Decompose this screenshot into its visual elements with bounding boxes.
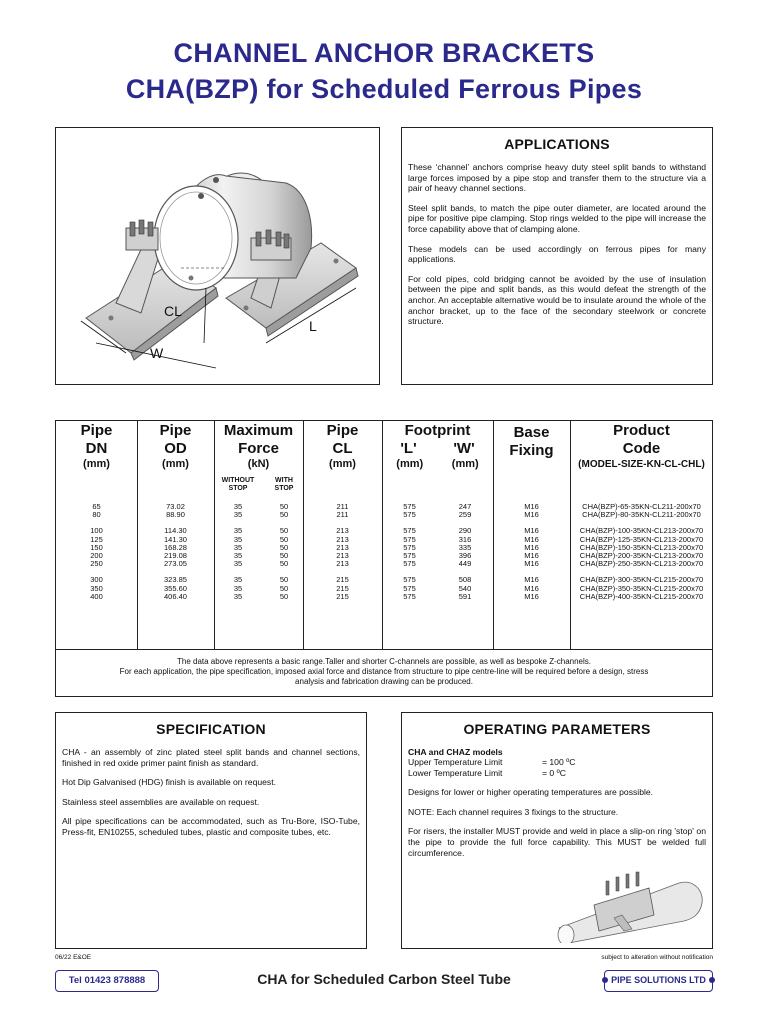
table-cell-with: 50 <box>279 583 289 593</box>
table-cell-od: 406.40 <box>164 591 187 601</box>
product-table <box>55 420 713 697</box>
upper-temp-value: = 100 ºC <box>542 757 576 767</box>
header-text: Pipe <box>326 422 359 439</box>
table-cell-cl: 213 <box>336 542 349 552</box>
table-cell-without: 35 <box>233 551 243 560</box>
fixings-note: NOTE: Each channel requires 3 fixings to the structure. <box>408 806 619 817</box>
header-text: Footprint <box>404 422 471 439</box>
header-text: OD <box>164 440 187 457</box>
table-cell-fix: M16 <box>524 526 539 536</box>
specification-paragraph: CHA - an assembly of zinc plated steel split bands and channel sections, finished in red oxide primer paint finish as standard. <box>62 747 360 768</box>
table-cell-dn: 125 <box>90 534 103 544</box>
applications-paragraph: For cold pipes, cold bridging cannot be avoided by the use of insulation between the pipe and split bands, as this would defeat the strength of the anchor. An acceptable alternative would be to insulate around the whole of the anchor bracket, up to the face of the secondary steelwork or concrete structure. <box>408 273 706 327</box>
applications-paragraph: These ‘channel’ anchors comprise heavy duty steel split bands to withstand large forces imposed by a pipe stop and transfer them to the structure via a pair of heavy channel sections. <box>408 162 706 194</box>
header-unit: (MODEL-SIZE-KN-CL-CHL) <box>578 459 705 470</box>
header-text: DN <box>85 440 108 457</box>
table-cell-cl: 211 <box>336 510 349 520</box>
table-cell-l: 575 <box>403 534 416 544</box>
logo-dot-icon <box>602 977 608 983</box>
lower-temp-value: = 0 ºC <box>542 767 566 778</box>
table-cell-od: 355.60 <box>164 583 187 593</box>
table-note <box>56 657 712 687</box>
table-cell-fix: M16 <box>524 551 539 560</box>
table-cell-w: 449 <box>458 559 472 569</box>
table-cell-with: 50 <box>279 559 289 569</box>
note-line: The data above represents a basic range.Taller and shorter C-channels are possible, as well as bespoke Z-channels. <box>176 657 591 666</box>
dimension-label-cl: CL <box>164 303 182 319</box>
table-cell-code: CHA(BZP)-150-35KN-CL213-200x70 <box>579 542 704 552</box>
table-cell-fix: M16 <box>524 542 539 552</box>
table-cell-l: 575 <box>403 583 416 593</box>
page-subtitle: CHA(BZP) for Scheduled Ferrous Pipes <box>125 74 643 104</box>
table-cell-od: 88.90 <box>166 510 185 520</box>
table-cell-l: 575 <box>403 591 416 601</box>
header-text: Force <box>238 440 279 457</box>
header-text: 'L' <box>400 440 417 457</box>
table-cell-cl: 213 <box>336 551 349 560</box>
table-cell-od: 273.05 <box>164 559 187 569</box>
table-cell-cl: 215 <box>336 583 349 593</box>
specification-heading: SPECIFICATION <box>156 721 266 737</box>
header-text: CL <box>332 440 353 457</box>
header-unit: (mm) <box>451 458 479 470</box>
table-cell-without: 35 <box>233 542 243 552</box>
designs-note: Designs for lower or higher operating temperatures are possible. <box>408 787 654 798</box>
table-cell-l: 575 <box>403 575 416 585</box>
table-cell-code: CHA(BZP)-125-35KN-CL213-200x70 <box>579 534 704 544</box>
table-cell-od: 114.30 <box>164 526 187 536</box>
table-cell-dn: 150 <box>90 542 103 552</box>
upper-temp-row <box>408 757 706 768</box>
operating-heading: OPERATING PARAMETERS <box>463 721 651 737</box>
without-stop-label <box>218 477 258 493</box>
table-cell-l: 575 <box>403 502 416 511</box>
column-header-max-force <box>214 421 303 471</box>
header-text: Maximum <box>223 422 294 439</box>
table-cell-w: 290 <box>458 526 472 536</box>
table-cell-dn: 350 <box>90 583 103 593</box>
table-cell-od: 168.28 <box>164 542 187 552</box>
table-cell-without: 35 <box>233 591 243 601</box>
table-cell-w: 508 <box>458 575 472 585</box>
table-cell-dn: 100 <box>90 526 103 536</box>
table-cell-w: 316 <box>458 534 472 544</box>
footer-date: 06/22 E&OE <box>55 954 92 961</box>
stop-label-text: STOP <box>274 485 294 492</box>
table-cell-code: CHA(BZP)-200-35KN-CL213-200x70 <box>579 551 704 560</box>
table-cell-with: 50 <box>279 534 289 544</box>
specification-paragraph: All pipe specifications can be accommodated, such as Tru-Bore, ISO-Tube, Press-fit, EN10255, scheduled tubes, plastic and composite tubes, etc. <box>62 816 360 837</box>
table-cell-w: 540 <box>458 583 472 593</box>
specification-paragraph: Hot Dip Galvanised (HDG) finish is available on request. <box>62 777 276 788</box>
table-cell-w: 259 <box>458 510 472 520</box>
models-label: CHA and CHAZ models <box>408 747 503 757</box>
table-cell-dn: 300 <box>90 575 103 585</box>
operating-parameters-panel <box>401 712 713 949</box>
table-cell-l: 575 <box>403 551 416 560</box>
table-cell-with: 50 <box>279 502 289 511</box>
table-cell-code: CHA(BZP)-65-35KN-CL211-200x70 <box>582 502 701 511</box>
table-cell-without: 35 <box>233 526 243 536</box>
stop-label-text: WITH <box>275 477 293 484</box>
logo-dot-icon <box>709 977 715 983</box>
table-cell-od: 323.85 <box>164 575 187 585</box>
header-text: Base <box>513 424 550 441</box>
table-cell-fix: M16 <box>524 591 539 601</box>
table-cell-dn: 400 <box>90 591 103 601</box>
table-cell-cl: 213 <box>336 534 349 544</box>
stop-label-text: WITHOUT <box>221 477 255 484</box>
table-cell-w: 335 <box>458 542 472 552</box>
table-cell-dn: 200 <box>90 551 103 560</box>
note-line: analysis and fabrication drawing can be produced. <box>295 677 473 686</box>
footer-disclaimer: subject to alteration without notification <box>601 954 713 961</box>
table-cell-od: 219.08 <box>164 551 187 560</box>
with-stop-label <box>264 477 304 493</box>
note-line: For each application, the pipe specification, imposed axial force and distance from structure to pipe centre-line will be required before a design, stress <box>119 667 649 676</box>
table-cell-with: 50 <box>279 591 289 601</box>
brand-text: PIPE SOLUTIONS LTD <box>611 975 706 985</box>
header-text: 'W' <box>453 440 475 457</box>
lower-temp-label: Lower Temperature Limit <box>408 767 503 778</box>
column-header-base-fixing <box>493 421 570 459</box>
header-unit: (mm) <box>329 458 356 470</box>
table-cell-cl: 215 <box>336 591 349 601</box>
table-cell-cl: 213 <box>336 526 349 536</box>
dimension-label-l: L <box>309 318 317 334</box>
table-cell-dn: 250 <box>90 559 103 569</box>
table-cell-fix: M16 <box>524 583 539 593</box>
table-cell-l: 575 <box>403 542 416 552</box>
stop-label-text: STOP <box>228 485 248 492</box>
risers-note: For risers, the installer MUST provide and weld in place a slip-on ring 'stop' on the pipe to provide the full force capability. This MUST be welded full circumference. <box>408 826 706 858</box>
table-cell-with: 50 <box>279 551 289 560</box>
table-cell-code: CHA(BZP)-400-35KN-CL215-200x70 <box>579 591 704 601</box>
applications-paragraph: Steel split bands, to match the pipe outer diameter, are located around the pipe for positive pipe clamping. Stop rings welded to the pipe will increase the force capability above that of clamping alone. <box>408 202 706 234</box>
product-illustration <box>55 127 380 385</box>
table-cell-fix: M16 <box>524 534 539 544</box>
table-cell-without: 35 <box>233 575 243 585</box>
column-header-product-code <box>570 421 713 471</box>
table-cell-with: 50 <box>279 575 289 585</box>
table-cell-code: CHA(BZP)-250-35KN-CL213-200x70 <box>579 559 704 569</box>
lower-temp-row <box>408 768 706 779</box>
page-title: CHANNEL ANCHOR BRACKETS <box>173 38 595 68</box>
table-cell-with: 50 <box>279 510 289 520</box>
table-cell-fix: M16 <box>524 502 539 511</box>
column-header-pipe-od <box>137 421 214 471</box>
table-cell-dn: 80 <box>92 510 101 520</box>
footer-title: CHA for Scheduled Carbon Steel Tube <box>257 971 511 987</box>
anchor-bracket-drawing <box>56 128 381 386</box>
table-cell-od: 141.30 <box>164 534 187 544</box>
brand-logo <box>604 970 713 992</box>
table-cell-with: 50 <box>279 526 289 536</box>
table-cell-w: 247 <box>458 502 472 511</box>
table-cell-without: 35 <box>233 502 243 511</box>
applications-heading: APPLICATIONS <box>504 136 610 152</box>
specification-panel <box>55 712 367 949</box>
specification-paragraph: Stainless steel assemblies are available on request. <box>62 796 260 807</box>
table-cell-code: CHA(BZP)-350-35KN-CL215-200x70 <box>579 583 704 593</box>
table-cell-with: 50 <box>279 542 289 552</box>
table-cell-code: CHA(BZP)-300-35KN-CL215-200x70 <box>579 575 704 585</box>
riser-pipe-illustration <box>554 863 713 943</box>
table-cell-l: 575 <box>403 526 416 536</box>
applications-panel <box>401 127 713 385</box>
column-header-footprint <box>382 421 493 471</box>
table-cell-fix: M16 <box>524 575 539 585</box>
table-cell-fix: M16 <box>524 510 539 520</box>
header-unit: (mm) <box>83 458 110 470</box>
header-text: Pipe <box>80 422 113 439</box>
table-cell-without: 35 <box>233 559 243 569</box>
table-cell-cl: 213 <box>336 559 349 569</box>
header-unit: (mm) <box>396 458 424 470</box>
table-cell-code: CHA(BZP)-80-35KN-CL211-200x70 <box>582 510 701 520</box>
table-cell-od: 73.02 <box>166 502 185 511</box>
table-cell-fix: M16 <box>524 559 539 569</box>
upper-temp-label: Upper Temperature Limit <box>408 757 503 767</box>
table-cell-w: 396 <box>458 551 472 560</box>
header-unit: (kN) <box>247 458 270 470</box>
table-cell-l: 575 <box>403 510 416 520</box>
header-unit: (mm) <box>162 458 189 470</box>
column-header-pipe-cl <box>303 421 382 471</box>
table-cell-without: 35 <box>233 534 243 544</box>
table-cell-l: 575 <box>403 559 416 569</box>
table-cell-without: 35 <box>233 583 243 593</box>
table-cell-without: 35 <box>233 510 243 520</box>
header-text: Fixing <box>509 442 554 459</box>
table-cell-code: CHA(BZP)-100-35KN-CL213-200x70 <box>579 526 704 536</box>
table-cell-dn: 65 <box>92 502 101 511</box>
dimension-label-w: W <box>150 345 164 361</box>
applications-paragraph: These models can be used accordingly on ferrous pipes for many applications. <box>408 243 706 265</box>
telephone-text: Tel 01423 878888 <box>68 975 146 986</box>
header-text: Product <box>613 422 670 439</box>
table-cell-cl: 211 <box>336 502 349 511</box>
header-text: Pipe <box>159 422 192 439</box>
table-cell-cl: 215 <box>336 575 349 585</box>
table-cell-w: 591 <box>458 591 472 601</box>
column-header-pipe-dn <box>56 421 137 471</box>
header-text: Code <box>622 440 661 457</box>
